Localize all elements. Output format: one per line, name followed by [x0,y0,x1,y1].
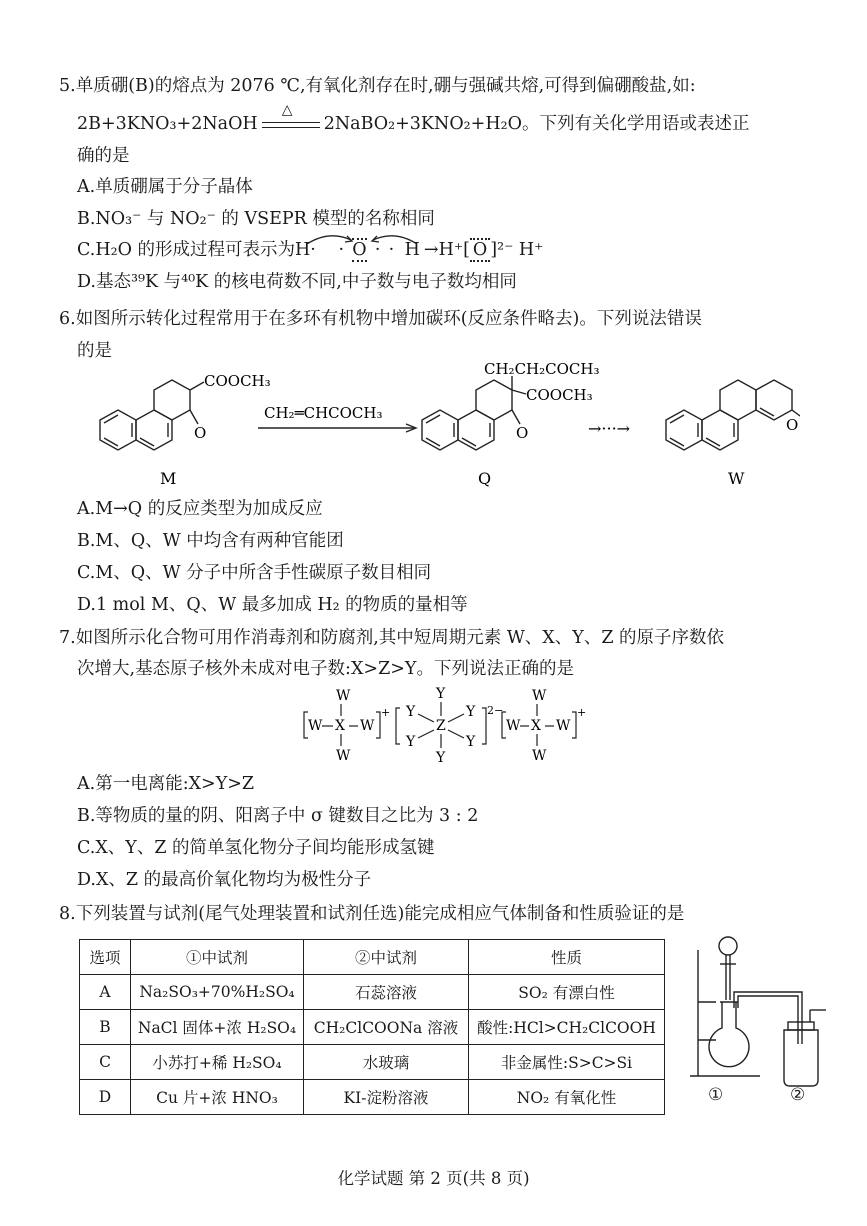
cation-right [502,688,586,764]
label-1: ① [708,1085,724,1105]
gas-bottle [784,1030,818,1086]
reagent-text: CH₂═CHCOCH₃ [264,404,383,422]
q6-option-a: A.M→Q 的反应类型为加成反应 [77,499,323,519]
table-cell: C [80,1045,131,1080]
svg-text:X: X [335,718,345,734]
q5-option-d: D.基态³⁹K 与⁴⁰K 的核电荷数不同,中子数与电子数均相同 [77,272,517,292]
w-label: W [728,469,745,488]
table-cell: B [80,1010,131,1045]
svg-text:W: W [308,718,323,734]
svg-text:W: W [506,718,521,734]
funnel-bulb [719,937,737,955]
svg-text:+: + [577,706,587,719]
q-ketone-o: O [516,424,529,442]
q5-eq-right: 2NaBO₂+3KNO₂+H₂O。下列有关化学用语或表述正 [323,114,750,134]
table-cell: A [80,975,131,1010]
q6-option-b: B.M、Q、W 中均含有两种官能团 [77,531,344,551]
page-footer: 化学试题 第 2 页(共 8 页) [337,1169,530,1188]
q7-option-c: C.X、Y、Z 的简单氢化物分子间均能形成氢键 [77,838,435,858]
table-row [80,975,665,1010]
m-ketone-o: O [194,424,207,442]
q6-option-c: C.M、Q、W 分子中所含手性碳原子数目相同 [77,563,432,583]
multistep-arrow: →···→ [588,419,631,438]
q8-options-table [79,939,665,1115]
reaction-scheme [80,362,800,492]
svg-text:Y: Y [466,704,476,720]
electron-dot-h2: H [404,240,420,260]
svg-text:Y: Y [436,750,446,766]
svg-text:Y: Y [466,734,476,750]
svg-text:Y: Y [406,704,416,720]
electron-dot-h1: H [295,240,311,260]
label-2: ② [790,1085,806,1105]
header-reagent-1: ①中试剂 [131,940,304,975]
q7-stem-line1: 7.如图所示化合物可用作消毒剂和防腐剂,其中短周期元素 W、X、Y、Z 的原子序数依 [59,628,725,648]
table-row [80,1080,665,1115]
cation-left [304,688,390,764]
q5-equation-line [77,102,827,136]
svg-text:Z: Z [436,718,446,734]
table-cell: 非金属性:S>C>Si [469,1045,665,1080]
q5-option-a: A.单质硼属于分子晶体 [77,177,253,197]
ionic-compound-structure [300,686,600,768]
delivery-tube [734,992,802,1044]
table-cell: NaCl 固体+浓 H₂SO₄ [131,1010,304,1045]
q6-stem-line1: 6.如图所示转化过程常用于在多环有机物中增加碳环(反应条件略去)。下列说法错误 [59,309,702,329]
svg-text:Y: Y [406,734,416,750]
q5-option-c-arrow: →H⁺[ [423,240,470,260]
header-property: 性质 [469,940,665,975]
svg-text:X: X [531,718,541,734]
table-cell: 小苏打+稀 H₂SO₄ [131,1045,304,1080]
q8-stem: 8.下列装置与试剂(尾气处理装置和试剂任选)能完成相应气体制备和性质验证的是 [59,904,685,924]
q5-option-c: C.H₂O 的形成过程可表示为H· · O · · H →H⁺[ O ]²⁻ H⁺ [77,238,827,262]
q6-stem-line2: 的是 [77,341,112,361]
table-cell: 石蕊溶液 [304,975,469,1010]
table-cell: 酸性:HCl>CH₂ClCOOH [469,1010,665,1045]
q-substituent-2: COOCH₃ [526,386,593,404]
header-reagent-2: ②中试剂 [304,940,469,975]
svg-text:2−: 2− [487,704,504,717]
svg-text:W: W [532,688,547,704]
q5-eq-left: 2B+3KNO₃+2NaOH [77,114,258,134]
header-option: 选项 [80,940,131,975]
svg-text:W: W [556,718,571,734]
svg-text:W: W [360,718,375,734]
svg-text:W: W [336,688,351,704]
q7-stem-line2: 次增大,基态原子核外未成对电子数:X>Z>Y。下列说法正确的是 [77,659,574,679]
m-label: M [160,469,177,488]
m-substituent: COOCH₃ [204,372,271,390]
q5-option-b: B.NO₃⁻ 与 NO₂⁻ 的 VSEPR 模型的名称相同 [77,209,435,229]
q-label: Q [478,469,492,488]
table-cell: NO₂ 有氧化性 [469,1080,665,1115]
table-header-row [80,940,665,975]
table-row [80,1045,665,1080]
q5-eq-arrow [258,102,324,136]
table-row [80,1010,665,1045]
heat-symbol: △ [281,102,293,118]
table-cell: 水玻璃 [304,1045,469,1080]
table-cell: KI-淀粉溶液 [304,1080,469,1115]
q5-option-c-suffix: ]²⁻ H⁺ [490,240,544,260]
gas-apparatus-diagram [680,930,830,1106]
q7-option-a: A.第一电离能:X>Y>Z [77,774,255,794]
q5-stem-line3: 确的是 [77,146,130,166]
anion-center [396,686,503,766]
q-substituent-1: CH₂CH₂COCH₃ [484,362,600,378]
q6-option-d: D.1 mol M、Q、W 最多加成 H₂ 的物质的量相等 [77,595,468,615]
electron-dot-o2: O [470,238,490,262]
q7-option-d: D.X、Z 的最高价氧化物均为极性分子 [77,870,372,890]
q5-stem-line1: 5.单质硼(B)的熔点为 2076 ℃,有氧化剂存在时,硼与强碱共熔,可得到偏硼酸盐,如: [59,76,696,96]
table-cell: SO₂ 有漂白性 [469,975,665,1010]
molecule-w [666,380,800,450]
svg-text:Y: Y [436,686,446,702]
table-cell: Na₂SO₃+70%H₂SO₄ [131,975,304,1010]
table-cell: CH₂ClCOONa 溶液 [304,1010,469,1045]
table-cell: Cu 片+浓 HNO₃ [131,1080,304,1115]
molecule-m [100,380,207,450]
svg-text:+: + [381,706,391,719]
table-cell: D [80,1080,131,1115]
q5-option-c-prefix: C.H₂O 的形成过程可表示为 [77,240,296,260]
flask [709,1002,749,1067]
svg-text:W: W [336,748,351,764]
electron-dot-o: O [352,240,367,260]
molecule-q [422,376,529,450]
q7-option-b: B.等物质的量的阴、阳离子中 σ 键数目之比为 3 : 2 [77,806,479,826]
w-ketone-o: O [786,416,799,434]
electron-transfer-arrows [299,232,429,246]
svg-text:W: W [532,748,547,764]
